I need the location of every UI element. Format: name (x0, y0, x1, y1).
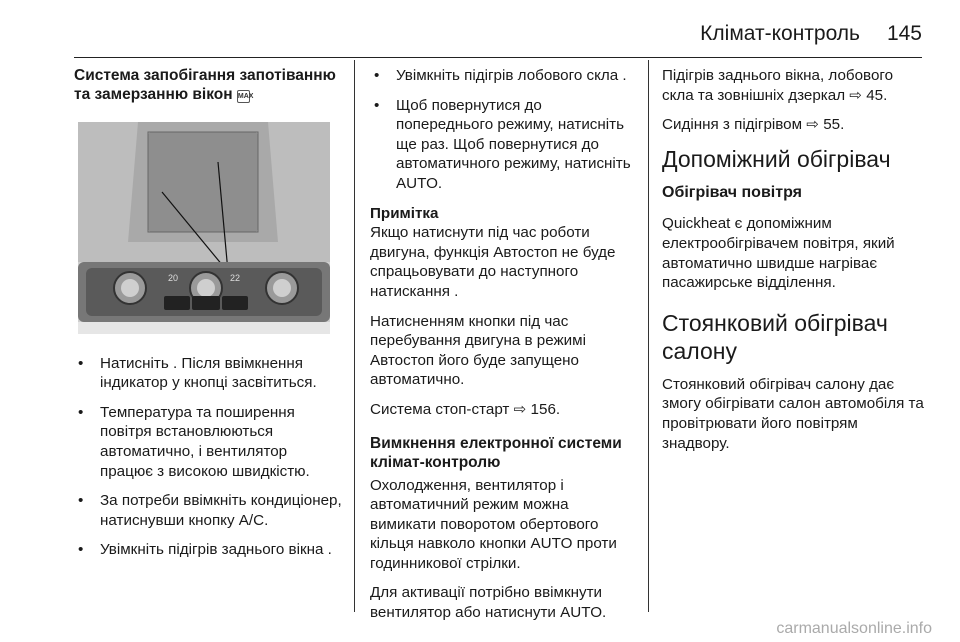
list-item: • За потреби ввімкніть кондиціонер, натиснувши кнопку A/C. (74, 491, 342, 530)
image-label-left-temp: 20 (168, 273, 179, 283)
watermark: carmanualsonline.info (776, 620, 932, 637)
section-subheading: Вимкнення електронної системи клімат-контролю (370, 434, 622, 471)
paragraph: Охолодження, вентилятор і автоматичний режим можна вимикати поворотом обертового кільця навколо кнопки AUTO проти годинникової стрілки. (370, 476, 617, 572)
paragraph: Підігрів заднього вікна, лобового скла та зовнішніх дзеркал ⇨ 45. (662, 67, 894, 104)
note-paragraph: Натисненням кнопки під час перебування двигуна в режимі Автостоп його буде запущено автоматично. (370, 312, 586, 389)
column-2 (370, 66, 636, 633)
page-header-title: Клімат-контроль (700, 22, 860, 45)
list-item: • Натисніть . Після ввімкнення індикатор у кнопці засвітиться. (74, 354, 342, 393)
climate-panel-photo (78, 122, 330, 334)
note-paragraph: Якщо натиснути під час роботи двигуна, функція Автостоп не буде спрацьовувати до наступного натискання . (370, 224, 616, 300)
column-3 (662, 66, 924, 463)
list-item: • Увімкніть підігрів лобового скла . (370, 66, 636, 86)
image-label-right-temp: 22 (230, 273, 241, 283)
header-rule (74, 57, 922, 58)
cross-reference: Система стоп-старт ⇨ 156. (370, 400, 561, 418)
defrost-icon: MAX (237, 90, 250, 103)
section-heading: Стоянковий обігрівач салону (662, 309, 888, 364)
list-item: • Увімкніть підігрів заднього вікна . (74, 540, 342, 560)
section-heading: Допоміжний обігрівач (662, 145, 891, 172)
column-1 (74, 66, 342, 570)
list-item: • Щоб повернутися до попереднього режиму, натисніть ще раз. Щоб повернутися до автоматичного режиму, натисніть AUTO. (370, 96, 636, 194)
column-divider (648, 60, 649, 612)
page-number: 145 (886, 22, 922, 45)
section-subheading: Система запобігання запотіванню та замерзанню вікон MAX (74, 67, 336, 103)
column-divider (354, 60, 355, 612)
section-subheading: Обігрівач повітря (662, 183, 802, 201)
paragraph: Стоянковий обігрівач салону дає змогу обігрівати салон автомобіля та провітрювати його повітрям знадвору. (662, 375, 924, 452)
list-item: • Температура та поширення повітря встановлюються автоматично, і вентилятор працює з високою швидкістю. (74, 403, 342, 481)
paragraph: Сидіння з підігрівом ⇨ 55. (662, 116, 845, 134)
paragraph: Quickheat є допоміжним електрообігрівачем повітря, який автоматично швидше нагріває пасажирське відділення. (662, 215, 895, 292)
paragraph: Для активації потрібно ввімкнути вентилятор або натиснути AUTO. (370, 584, 607, 622)
note-heading: Примітка (370, 204, 439, 222)
